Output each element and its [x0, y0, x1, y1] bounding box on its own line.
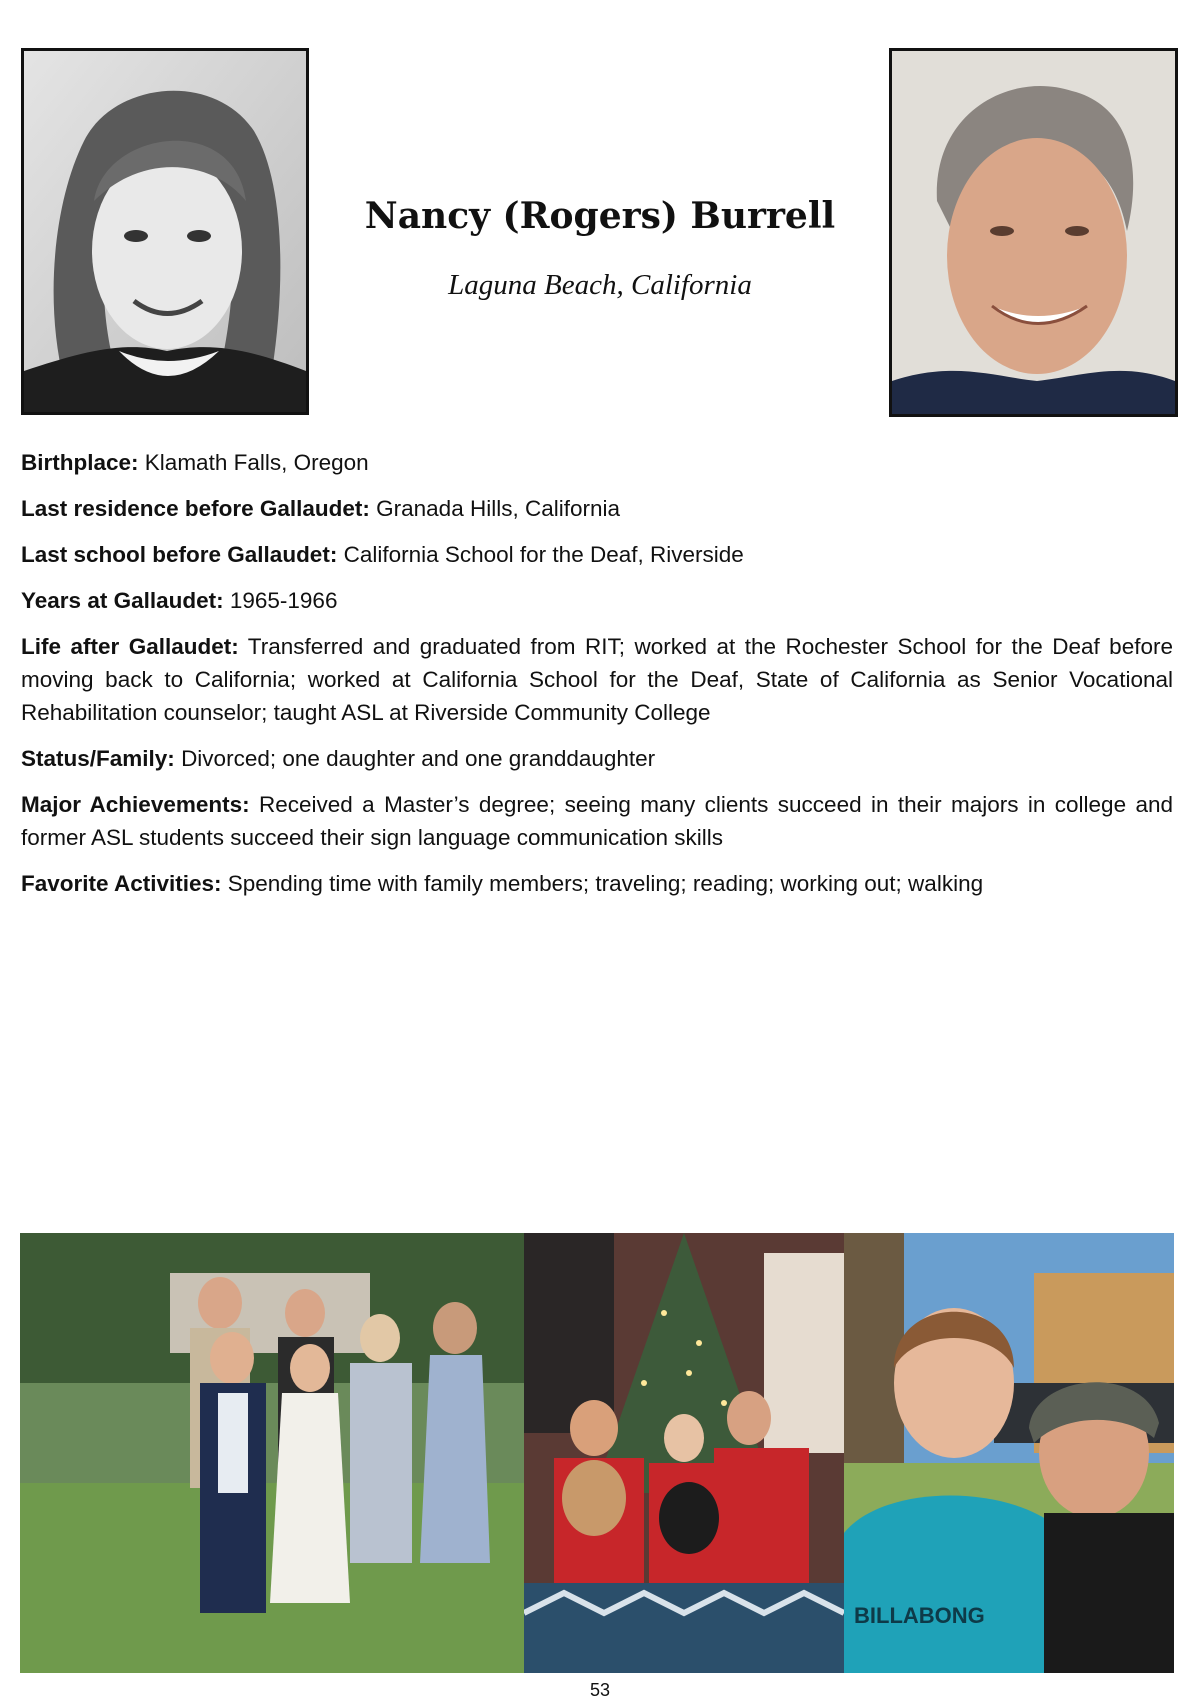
field-birthplace	[21, 446, 1173, 479]
field-last-school	[21, 538, 1173, 571]
field-achievements	[21, 788, 1173, 854]
field-label: Status/Family:	[21, 746, 175, 771]
profile-header	[320, 195, 880, 302]
selfie-photo	[844, 1233, 1174, 1673]
field-value: California School for the Deaf, Riverside	[343, 542, 744, 567]
field-label: Last residence before Gallaudet:	[21, 496, 370, 521]
field-value: Received a Master’s degree; seeing many clients succeed in their majors in college and former ASL students succeed their sign language communication skills	[21, 792, 1173, 850]
page-number: 53	[589, 1680, 611, 1700]
field-years	[21, 584, 1173, 617]
field-label: Life after Gallaudet:	[21, 634, 239, 659]
field-value: Spending time with family members; traveling; reading; working out; walking	[227, 871, 984, 896]
family-group-photo	[20, 1233, 524, 1673]
field-label: Major Achievements:	[21, 792, 250, 817]
field-value: Divorced; one daughter and one granddaughter	[181, 746, 656, 771]
photo-gallery	[20, 1233, 1174, 1673]
field-value: Granada Hills, California	[376, 496, 620, 521]
current-photo	[889, 48, 1178, 417]
field-label: Favorite Activities:	[21, 871, 222, 896]
field-life-after	[21, 630, 1173, 729]
field-status-family	[21, 742, 1173, 775]
field-label: Last school before Gallaudet:	[21, 542, 338, 567]
field-label: Birthplace:	[21, 450, 139, 475]
profile-details	[21, 446, 1173, 913]
yearbook-photo	[21, 48, 309, 415]
field-value: Transferred and graduated from RIT; worked at the Rochester School for the Deaf before moving back to California; worked at California School for the Deaf, State of California as Senior Vocational Rehabilitation counselor; taught ASL at Riverside Community College	[21, 634, 1173, 725]
field-value: 1965-1966	[229, 588, 338, 613]
field-value: Klamath Falls, Oregon	[144, 450, 369, 475]
field-label: Years at Gallaudet:	[21, 588, 224, 613]
profile-location: Laguna Beach, California	[448, 269, 752, 301]
christmas-photo	[524, 1233, 844, 1673]
field-last-residence	[21, 492, 1173, 525]
shirt-logo-text: BILLABONG	[854, 1603, 985, 1628]
field-activities	[21, 867, 1173, 900]
profile-name: Nancy (Rogers) Burrell	[364, 195, 836, 237]
